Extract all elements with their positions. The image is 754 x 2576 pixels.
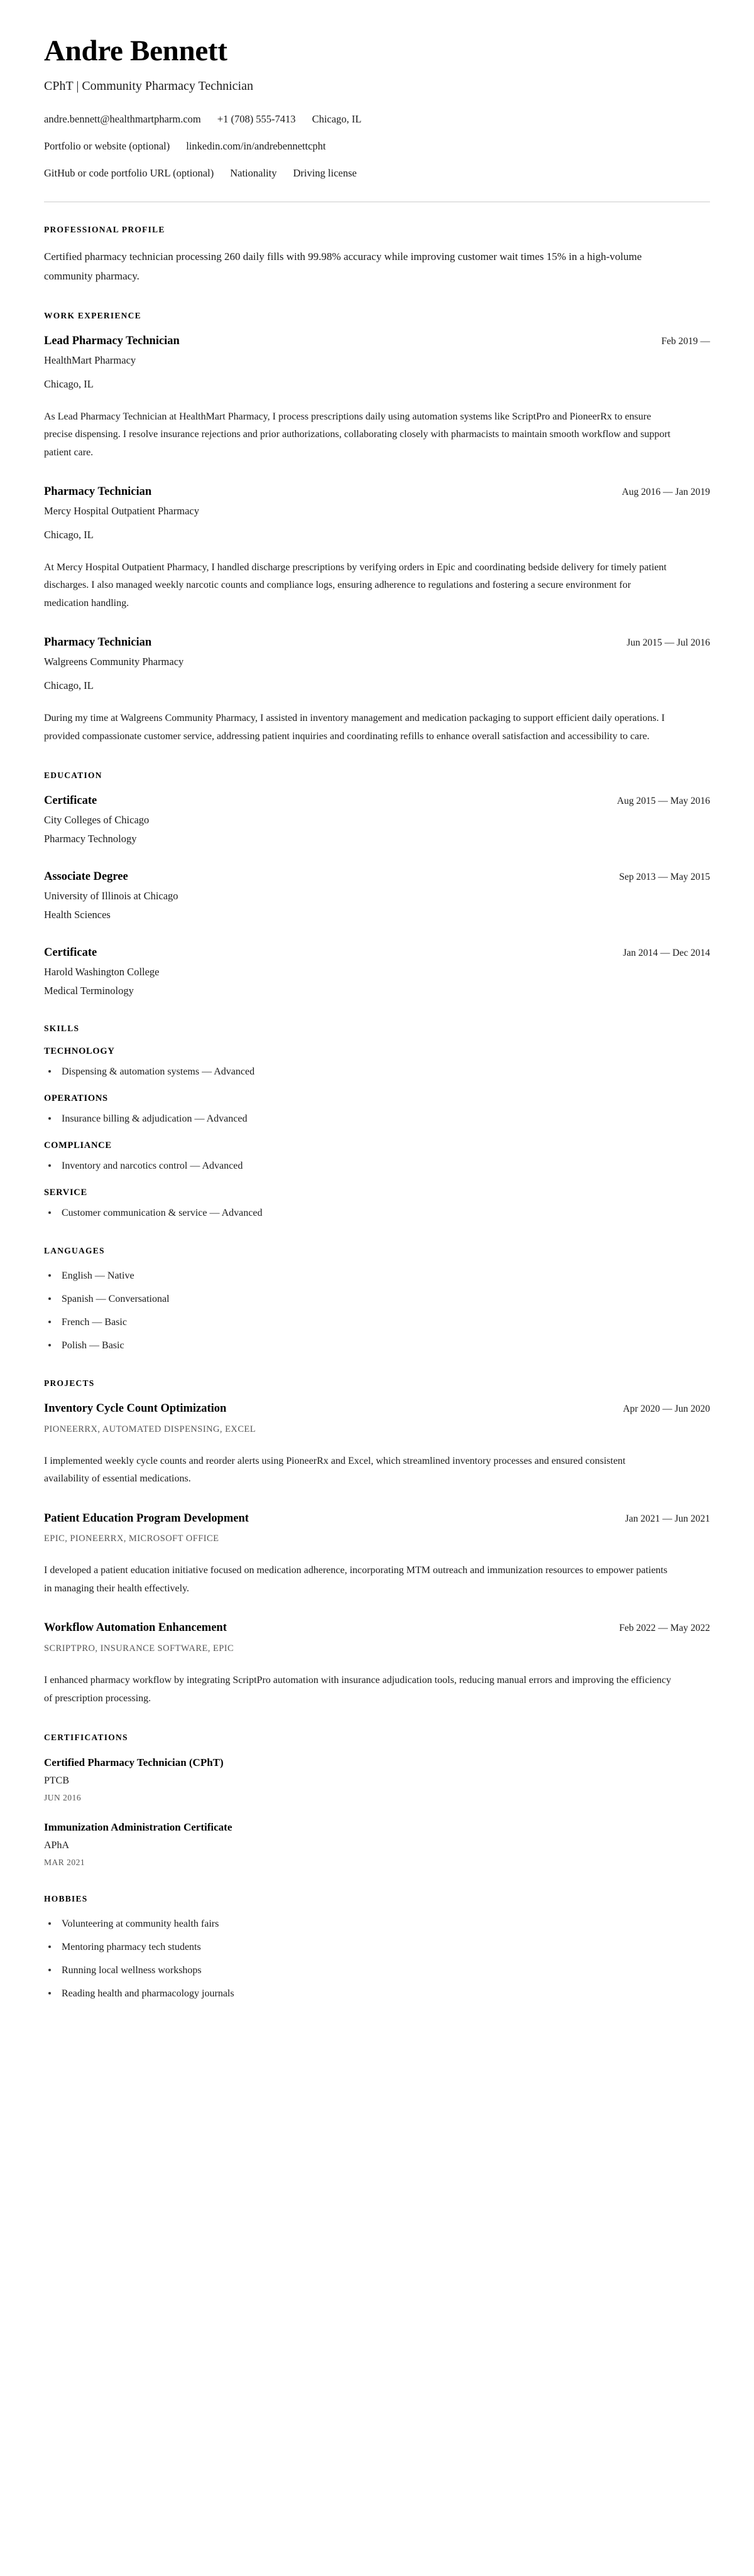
section-title-profile: PROFESSIONAL PROFILE [44, 225, 165, 235]
project-tech-tags: PIONEERRX, AUTOMATED DISPENSING, EXCEL [44, 1424, 256, 1434]
skill-group-list [44, 1046, 710, 1221]
certification-issuer: PTCB [44, 1775, 70, 1787]
project-entry [44, 1620, 710, 1707]
contact-item: +1 (708) 555-7413 [217, 112, 296, 125]
job-description: At Mercy Hospital Outpatient Pharmacy, I handled discharge prescriptions by verifying orders in Epic and coordinating bedside delivery for timely patient discharges. I also managed weekly narcotic counts and compliance logs, ensuring adherence to regulations and fostering a secure environment for medication handling. [44, 561, 667, 609]
degree-date: Jan 2014 — Dec 2014 [623, 947, 710, 958]
work-entry-list [44, 333, 710, 745]
job-employer: Mercy Hospital Outpatient Pharmacy [44, 505, 199, 517]
skill-item-list [44, 1064, 710, 1080]
certification-entry [44, 1820, 710, 1868]
project-name: Patient Education Program Development [44, 1512, 249, 1525]
contact-item: GitHub or code portfolio URL (optional) [44, 166, 214, 179]
work-entry-header [44, 635, 710, 651]
skill-group-title: TECHNOLOGY [44, 1046, 115, 1056]
skill-group-title: OPERATIONS [44, 1093, 108, 1103]
study-field: Medical Terminology [44, 984, 134, 997]
section-title-work: WORK EXPERIENCE [44, 310, 141, 320]
skill-group-title: SERVICE [44, 1187, 87, 1198]
skill-group-title: COMPLIANCE [44, 1140, 112, 1150]
certification-name: Certified Pharmacy Technician (CPhT) [44, 1756, 224, 1769]
skill-group [44, 1188, 710, 1221]
job-date: Feb 2019 — [661, 335, 710, 347]
project-entry-header [44, 1511, 710, 1527]
project-description: I enhanced pharmacy workflow by integrating ScriptPro automation with insurance adjudication tools, reducing manual errors and improving the efficiency of prescription processing. [44, 1675, 672, 1704]
project-entry-list [44, 1401, 710, 1708]
education-entry-list [44, 793, 710, 998]
section-title-languages: LANGUAGES [44, 1245, 105, 1255]
job-employer: HealthMart Pharmacy [44, 354, 136, 366]
section-skills [44, 1024, 710, 1221]
skill-item-list [44, 1159, 710, 1174]
work-entry-header [44, 333, 710, 349]
hobby-item: Volunteering at community health fairs [44, 1917, 710, 1932]
education-entry-header [44, 869, 710, 885]
project-entry [44, 1401, 710, 1488]
language-item: Polish — Basic [44, 1338, 710, 1353]
hobby-item: Mentoring pharmacy tech students [44, 1940, 710, 1955]
candidate-name: Andre Bennett [44, 35, 227, 67]
certification-entry [44, 1755, 710, 1804]
contact-row-tertiary [44, 166, 710, 181]
project-date: Jan 2021 — Jun 2021 [625, 1513, 710, 1524]
work-entry [44, 333, 710, 462]
resume-header [44, 35, 710, 180]
language-item: Spanish — Conversational [44, 1292, 710, 1307]
project-date: Apr 2020 — Jun 2020 [623, 1403, 710, 1414]
section-professional-profile [44, 225, 710, 286]
education-entry [44, 793, 710, 847]
contact-item: linkedin.com/in/andrebennettcpht [186, 139, 326, 152]
skill-item: Inventory and narcotics control — Advanced [44, 1159, 710, 1174]
skill-item: Insurance billing & adjudication — Advanced [44, 1112, 710, 1127]
contact-item: Nationality [230, 166, 277, 179]
section-languages [44, 1246, 710, 1353]
section-projects [44, 1378, 710, 1708]
skill-item: Dispensing & automation systems — Advanced [44, 1064, 710, 1080]
certification-name: Immunization Administration Certificate [44, 1821, 232, 1834]
skill-item-list [44, 1206, 710, 1221]
education-entry-header [44, 945, 710, 961]
project-description: I implemented weekly cycle counts and reorder alerts using PioneerRx and Excel, which streamlined inventory processes and ensured consistent availability of essential medications. [44, 1455, 626, 1485]
section-work-experience [44, 311, 710, 745]
job-location: Chicago, IL [44, 377, 94, 390]
section-title-certifications: CERTIFICATIONS [44, 1733, 128, 1743]
language-list [44, 1269, 710, 1353]
section-title-education: EDUCATION [44, 771, 102, 781]
project-entry-header [44, 1401, 710, 1417]
project-tech-tags: EPIC, PIONEERRX, MICROSOFT OFFICE [44, 1534, 219, 1544]
job-date: Jun 2015 — Jul 2016 [626, 637, 710, 649]
project-name: Inventory Cycle Count Optimization [44, 1402, 227, 1415]
skill-item: Customer communication & service — Advanced [44, 1206, 710, 1221]
project-tech-tags: SCRIPTPRO, INSURANCE SOFTWARE, EPIC [44, 1643, 234, 1654]
degree-title: Associate Degree [44, 870, 128, 883]
project-name: Workflow Automation Enhancement [44, 1621, 227, 1635]
job-title: Lead Pharmacy Technician [44, 334, 180, 347]
job-title: Pharmacy Technician [44, 636, 152, 649]
job-date: Aug 2016 — Jan 2019 [621, 487, 710, 498]
degree-title: Certificate [44, 794, 97, 808]
job-location: Chicago, IL [44, 529, 94, 541]
candidate-headline: CPhT | Community Pharmacy Technician [44, 78, 253, 93]
skill-group [44, 1093, 710, 1127]
work-entry-header [44, 484, 710, 500]
language-item: English — Native [44, 1269, 710, 1284]
hobby-item: Running local wellness workshops [44, 1963, 710, 1978]
job-employer: Walgreens Community Pharmacy [44, 656, 184, 668]
school-name: University of Illinois at Chicago [44, 889, 178, 902]
section-title-hobbies: HOBBIES [44, 1893, 88, 1903]
school-name: Harold Washington College [44, 965, 160, 978]
skill-group [44, 1140, 710, 1174]
certification-list [44, 1755, 710, 1868]
education-entry-header [44, 793, 710, 809]
profile-summary: Certified pharmacy technician processing 260 daily fills with 99.98% accuracy while improving customer wait times 15% in a high-volume community pharmacy. [44, 251, 642, 282]
study-field: Health Sciences [44, 908, 111, 921]
project-description: I developed a patient education initiative focused on medication adherence, incorporating MTM outreach and immunization resources to empower patients in managing their health effectively. [44, 1565, 668, 1594]
project-date: Feb 2022 — May 2022 [619, 1623, 710, 1634]
hobby-list [44, 1917, 710, 2001]
skill-item-list [44, 1112, 710, 1127]
job-description: During my time at Walgreens Community Pharmacy, I assisted in inventory management and medication packaging to support efficient daily operations. I provided compassionate customer service, addressing patient inquiries and coordinating refills to enhance overall satisfaction and accessibility to care. [44, 713, 665, 742]
study-field: Pharmacy Technology [44, 833, 137, 845]
contact-row-secondary [44, 139, 710, 154]
section-certifications [44, 1733, 710, 1868]
degree-date: Aug 2015 — May 2016 [616, 796, 710, 807]
contact-item: Chicago, IL [312, 112, 362, 125]
certification-date: MAR 2021 [44, 1857, 85, 1867]
skill-group [44, 1046, 710, 1080]
contact-item: andre.bennett@healthmartpharm.com [44, 112, 201, 125]
hobby-item: Reading health and pharmacology journals [44, 1986, 710, 2001]
school-name: City Colleges of Chicago [44, 814, 150, 826]
degree-title: Certificate [44, 946, 97, 959]
section-hobbies [44, 1894, 710, 2001]
degree-date: Sep 2013 — May 2015 [619, 871, 710, 882]
work-entry [44, 484, 710, 612]
contact-item: Driving license [293, 166, 357, 179]
job-title: Pharmacy Technician [44, 485, 152, 499]
work-entry [44, 635, 710, 745]
certification-date: JUN 2016 [44, 1792, 82, 1802]
section-title-skills: SKILLS [44, 1023, 80, 1033]
language-item: French — Basic [44, 1315, 710, 1330]
section-education [44, 771, 710, 998]
project-entry-header [44, 1620, 710, 1636]
job-description: As Lead Pharmacy Technician at HealthMart Pharmacy, I process prescriptions daily using automation systems like ScriptPro and PioneerRx to ensure precise dispensing. I resolve insurance rejections and prior authorizations, collaborating closely with pharmacists to maintain smooth workflow and support patient care. [44, 411, 671, 458]
job-location: Chicago, IL [44, 679, 94, 692]
education-entry [44, 945, 710, 998]
education-entry [44, 869, 710, 923]
contact-item: Portfolio or website (optional) [44, 139, 170, 152]
certification-issuer: APhA [44, 1840, 70, 1851]
contact-row-primary [44, 112, 710, 127]
project-entry [44, 1511, 710, 1598]
section-title-projects: PROJECTS [44, 1378, 95, 1388]
